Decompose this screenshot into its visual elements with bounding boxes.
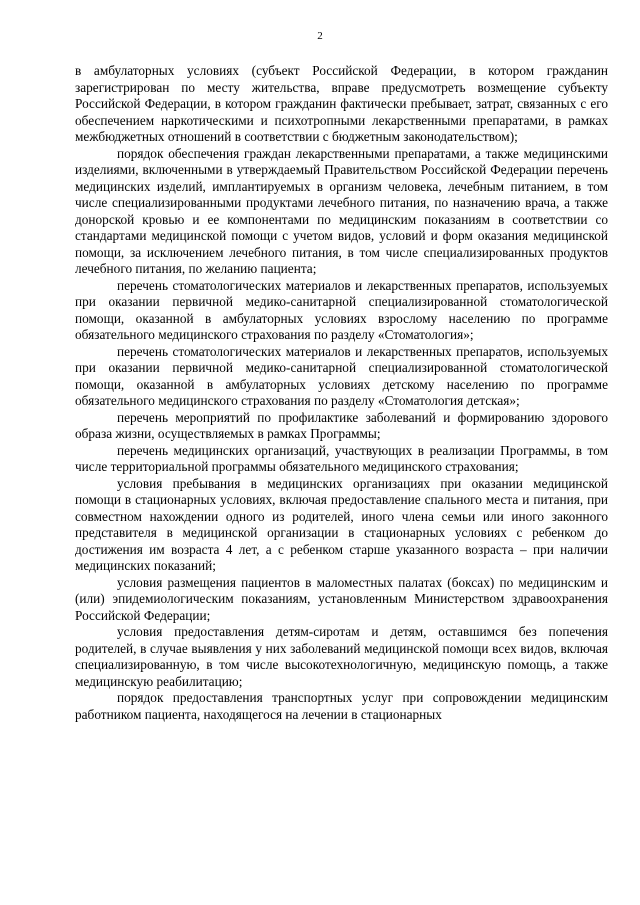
paragraph: перечень стоматологических материалов и лекарственных препаратов, используемых при оказании первичной медико-санитарной специализированной стоматологической помощи, оказанной в амбулаторных условиях взрослому населению по программе обязательного медицинского страхования по разделу «Стоматология»; [75, 277, 608, 342]
paragraph: порядок обеспечения граждан лекарственными препаратами, а также медицинскими изделиями, включенными в утверждаемый Правительством Российской Федерации перечень медицинских изделий, имплантируемых в организм человека, лечебным питанием, в том числе специализированными продуктами лечебного питания, по назначению врача, а также донорской кровью и ее компонентами по медицинским показаниям в соответствии со стандартами медицинской помощи с учетом видов, условий и форм оказания медицинской помощи, за исключением лечебного питания, в том числе специализированных продуктов лечебного питания, по желанию пациента; [75, 145, 608, 276]
paragraph: в амбулаторных условиях (субъект Российской Федерации, в котором гражданин зарегистрирован по месту жительства, вправе предусмотреть возмещение субъекту Российской Федерации, в котором гражданин фактически пребывает, затрат, связанных с его обеспечением наркотическими и психотропными лекарственными препаратами, в рамках межбюджетных отношений в соответствии с бюджетным законодательством); [75, 63, 608, 144]
paragraph: условия размещения пациентов в маломестных палатах (боксах) по медицинским и (или) эпидемиологическим показаниям, установленным Министерством здравоохранения Российской Федерации; [75, 574, 608, 623]
paragraph: условия предоставления детям-сиротам и детям, оставшимся без попечения родителей, в случае выявления у них заболеваний медицинской помощи всех видов, включая специализированную, в том числе высокотехнологичную, медицинскую помощь, а также медицинскую реабилитацию; [75, 624, 608, 689]
document-body [75, 63, 608, 723]
paragraph: перечень стоматологических материалов и лекарственных препаратов, используемых при оказании первичной медико-санитарной специализированной стоматологической помощи, оказанной в амбулаторных условиях детскому населению по программе обязательного медицинского страхования по разделу «Стоматология детская»; [75, 343, 608, 408]
page-number: 2 [317, 30, 323, 42]
paragraph: перечень медицинских организаций, участвующих в реализации Программы, в том числе территориальной программы обязательного медицинского страхования; [75, 442, 608, 474]
paragraph: перечень мероприятий по профилактике заболеваний и формированию здорового образа жизни, осуществляемых в рамках Программы; [75, 409, 608, 441]
paragraph: порядок предоставления транспортных услуг при сопровождении медицинским работником пациента, находящегося на лечении в стационарных [75, 690, 608, 722]
paragraph: условия пребывания в медицинских организациях при оказании медицинской помощи в стационарных условиях, включая предоставление спального места и питания, при совместном нахождении одного из родителей, иного члена семьи или иного законного представителя в медицинской организации в стационарных условиях с ребенком до достижения им возраста 4 лет, а с ребенком старше указанного возраста – при наличии медицинских показаний; [75, 475, 608, 573]
